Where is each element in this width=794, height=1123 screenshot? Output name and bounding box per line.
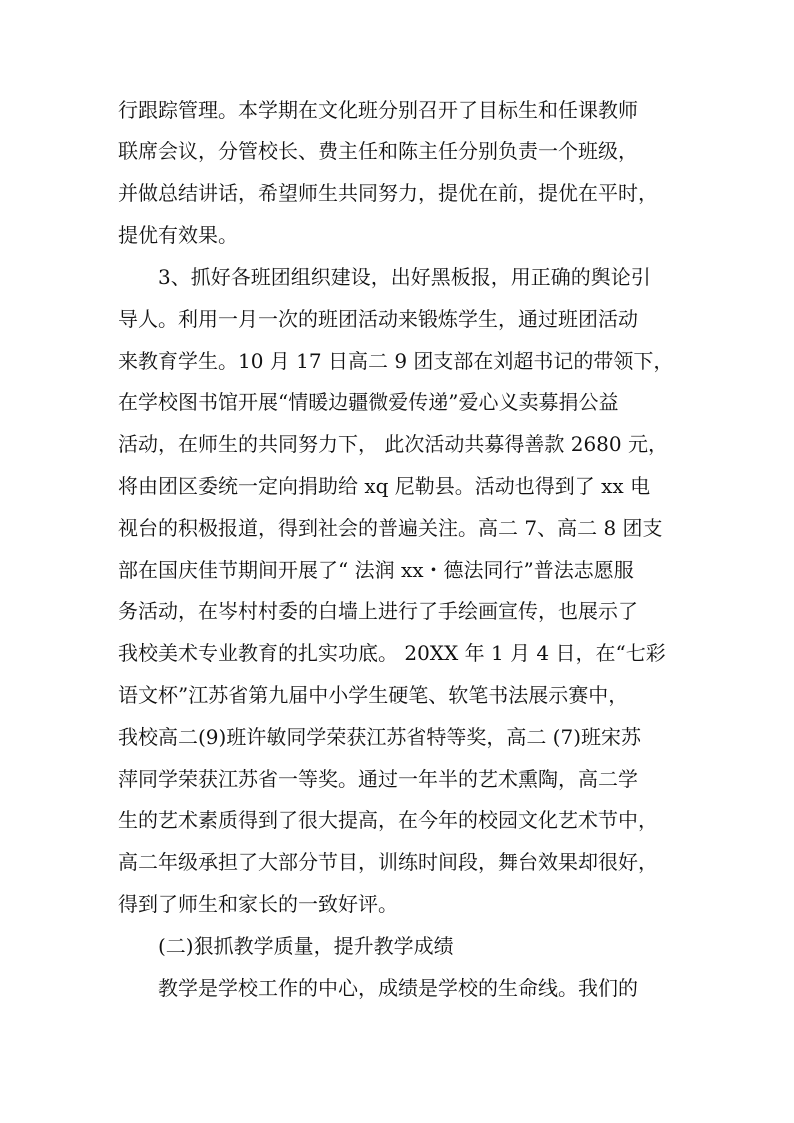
paragraph-line: 语文杯”江苏省第九届中小学生硬笔、软笔书法展示赛中， xyxy=(118,683,629,707)
paragraph-line: 部在国庆佳节期间开展了“ 法润 xx・德法同行”普法志愿服 xyxy=(118,558,634,582)
paragraph-line: 在学校图书馆开展“情暖边疆微爱传递”爱心义卖募捐公益 xyxy=(118,390,619,414)
paragraph-line: 务活动，在岑村村委的白墙上进行了手绘画宣传，也展示了 xyxy=(118,599,638,623)
paragraph-line: 来教育学生。10 月 17 日高二 9 团支部在刘超书记的带领下， xyxy=(118,349,674,373)
paragraph-line: 得到了师生和家长的一致好评。 xyxy=(118,892,398,916)
paragraph-line: 活动，在师生的共同努力下， 此次活动共募得善款 2680 元， xyxy=(118,432,668,456)
paragraph-line: 视台的积极报道，得到社会的普遍关注。高二 7、高二 8 团支 xyxy=(118,516,663,540)
paragraph-line: 行跟踪管理。本学期在文化班分别召开了目标生和任课教师 xyxy=(118,98,638,122)
paragraph-line: 并做总结讲话，希望师生共同努力，提优在前，提优在平时， xyxy=(118,181,658,205)
paragraph-line: 导人。利用一月一次的班团活动来锻炼学生，通过班团活动 xyxy=(118,307,638,331)
paragraph-line: 将由团区委统一定向捐助给 xq 尼勒县。活动也得到了 xx 电 xyxy=(118,474,651,498)
section-heading: (二)狠抓教学质量，提升教学成绩 xyxy=(158,934,454,958)
paragraph-line: 我校美术专业教育的扎实功底。 20XX 年 1 月 4 日，在“七彩 xyxy=(118,641,666,665)
paragraph-line: 高二年级承担了大部分节目，训练时间段，舞台效果却很好， xyxy=(118,850,658,874)
paragraph-line: 萍同学荣获江苏省一等奖。通过一年半的艺术熏陶，高二学 xyxy=(118,767,638,791)
paragraph-line: 3、抓好各班团组织建设，出好黑板报，用正确的舆论引 xyxy=(158,265,651,289)
paragraph-line: 提优有效果。 xyxy=(118,223,238,247)
paragraph-line: 生的艺术素质得到了很大提高，在今年的校园文化艺术节中， xyxy=(118,808,658,832)
paragraph-line: 我校高二(9)班许敏同学荣获江苏省特等奖，高二 (7)班宋苏 xyxy=(118,725,642,749)
paragraph-line: 教学是学校工作的中心，成绩是学校的生命线。我们的 xyxy=(158,976,638,1000)
paragraph-line: 联席会议，分管校长、费主任和陈主任分别负责一个班级， xyxy=(118,139,638,163)
